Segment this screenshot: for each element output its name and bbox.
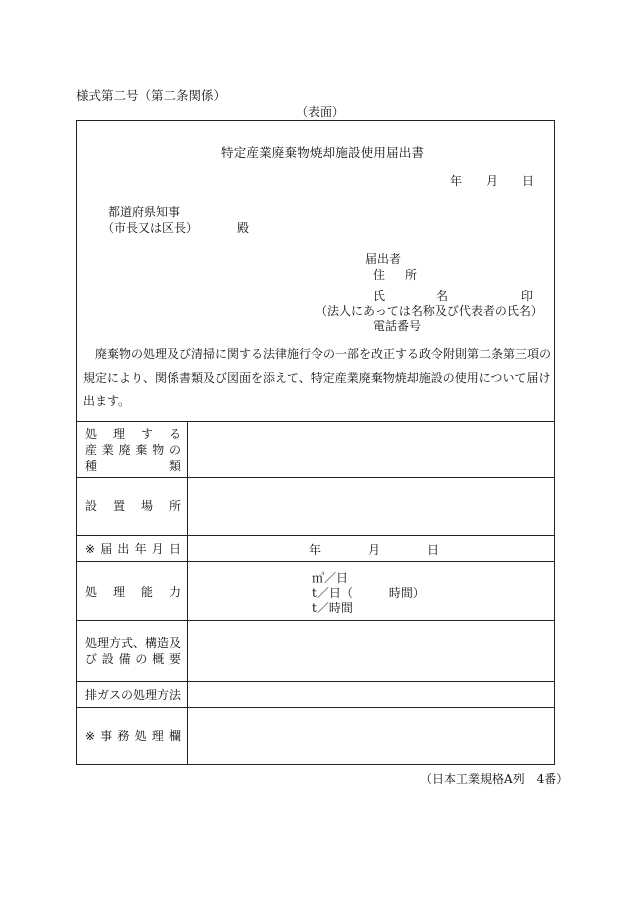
row-divider [77, 477, 554, 478]
row-divider [77, 620, 554, 621]
body-text: 廃棄物の処理及び清掃に関する法律施行令の一部を改正する政令附則第二条第三項の規定により、関係書類及び図面を添えて、特定産業廃棄物焼却施設の使用について届け出ます。 [83, 347, 552, 408]
addressee-mayor: （市長又は区長） [102, 221, 199, 235]
date-day: 日 [522, 174, 535, 188]
label-location: 設 置 場 所 [85, 499, 181, 513]
notifier-address-label: 住 所 [373, 268, 422, 282]
form-title: 特定産業廃棄物焼却施設使用届出書 [221, 145, 425, 160]
capacity-unit-m3-day[interactable]: ㎥／日 [312, 571, 349, 585]
capacity-unit-t-hour[interactable]: t／時間 [312, 601, 353, 615]
value-location[interactable] [191, 483, 546, 529]
notifier-corp-note: （法人にあっては名称及び代表者の氏名） [315, 304, 543, 318]
addressee-governor: 都道府県知事 [108, 205, 181, 219]
row-divider [77, 421, 554, 422]
form-box [76, 120, 555, 765]
footer-note: （日本工業規格A列 4番） [420, 772, 569, 786]
notifier-name-label: 氏 名 [373, 289, 458, 303]
label-office-use: ※ 事 務 処 理 欄 [85, 729, 181, 743]
filing-date-day[interactable]: 日 [427, 543, 440, 557]
notifier-phone-label: 電話番号 [373, 319, 422, 333]
date-year: 年 [450, 174, 463, 188]
filing-date-year[interactable]: 年 [309, 543, 322, 557]
row-divider [77, 561, 554, 562]
addressee-honorific: 殿 [237, 221, 250, 235]
label-capacity: 処 理 能 力 [85, 585, 181, 599]
row-divider [77, 681, 554, 682]
value-office-use [191, 713, 546, 761]
notifier-heading: 届出者 [365, 252, 402, 266]
value-waste-type[interactable] [191, 426, 546, 472]
value-exhaust[interactable] [191, 685, 546, 705]
label-exhaust: 排ガスの処理方法 [85, 688, 182, 702]
date-month: 月 [486, 174, 499, 188]
value-method[interactable] [191, 626, 546, 676]
form-number: 様式第二号（第二条関係） [76, 88, 227, 103]
row-divider [77, 707, 554, 708]
row-divider [77, 535, 554, 536]
label-waste-type: 処 理 す る 産 業 廃 棄 物 の 種 類 [85, 427, 181, 473]
seal-mark: 印 [521, 289, 534, 303]
capacity-unit-t-day[interactable]: t／日（ 時間） [312, 586, 425, 600]
label-filing-date: ※ 届 出 年 月 日 [85, 542, 181, 556]
side-label: （表面） [296, 105, 345, 119]
column-divider [187, 421, 188, 764]
filing-date-month[interactable]: 月 [368, 543, 381, 557]
label-method: 処理方式、構造及 び 設 備 の 概 要 [85, 636, 182, 666]
